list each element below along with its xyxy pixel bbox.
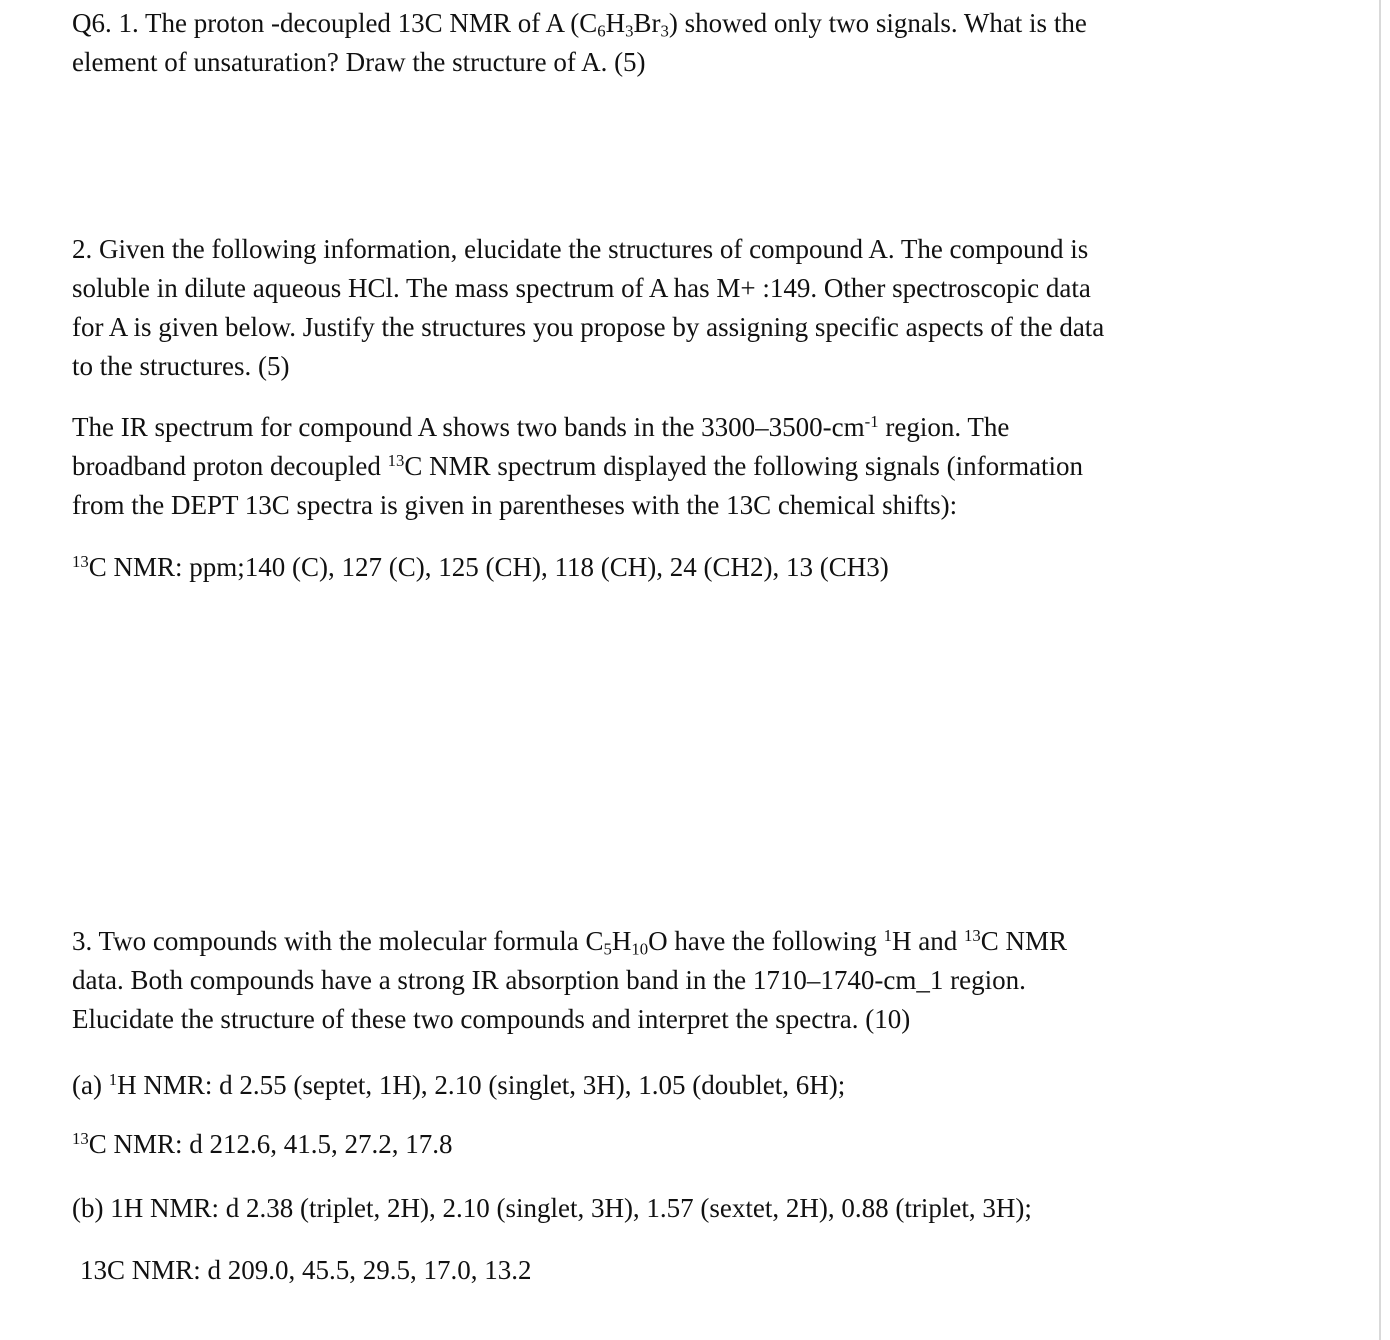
ir-superscript-13: 13 (387, 450, 405, 470)
question-2-line-4: to the structures. (5) (72, 351, 290, 381)
q3-subscript-c: 5 (603, 939, 612, 959)
q3-text-h: H (611, 926, 632, 956)
ir-text-b: region. The (878, 412, 1010, 442)
question-3-line-2: data. Both compounds have a strong IR absorption band in the 1710–1740-cm_1 region. (72, 965, 1026, 995)
q1-text-a: Q6. 1. The proton -decoupled 13C NMR of A (C (72, 8, 598, 38)
ir-text-d: C NMR spectrum displayed the following signals (information (404, 451, 1084, 481)
c13-data-text: C NMR: ppm;140 (C), 127 (C), 125 (CH), 118 (CH), 24 (CH2), 13 (CH3) (88, 552, 889, 582)
ir-superscript: -1 (864, 411, 879, 431)
compound-b-c-nmr (80, 1251, 1260, 1290)
compound-b-c-nmr-line: 13C NMR: d 209.0, 45.5, 29.5, 17.0, 13.2 (80, 1255, 532, 1285)
compound-a-c-nmr-text: C NMR: d 212.6, 41.5, 27.2, 17.8 (88, 1129, 453, 1159)
q3-text-a: 3. Two compounds with the molecular formula C (72, 926, 604, 956)
question-1 (72, 4, 1252, 82)
compound-a-c-nmr (72, 1125, 1252, 1164)
compound-a-h-nmr-text: H NMR: d 2.55 (septet, 1H), 2.10 (singlet, 3H), 1.05 (doublet, 6H); (117, 1070, 846, 1100)
question-1-line-2: element of unsaturation? Draw the structure of A. (5) (72, 47, 646, 77)
question-3-line-3: Elucidate the structure of these two compounds and interpret the spectra. (10) (72, 1004, 911, 1034)
compound-a-c-superscript: 13 (72, 1128, 89, 1148)
page-edge-divider (1379, 0, 1381, 1340)
q3-superscript-13: 13 (963, 925, 981, 945)
compound-b-h-nmr (72, 1189, 1252, 1228)
question-2-c13-data (72, 548, 1252, 587)
question-2-spectra-description (72, 408, 1252, 525)
q1-subscript-c: 6 (597, 21, 606, 41)
ir-text-c: broadband proton decoupled (72, 451, 388, 481)
c13-data-line (72, 548, 1252, 587)
compound-a-h-superscript: 1 (108, 1069, 118, 1089)
compound-a-label: (a) (72, 1070, 109, 1100)
q3-text-c: O have the following (648, 926, 884, 956)
q1-text-br: Br (633, 8, 661, 38)
ir-text-a: The IR spectrum for compound A shows two bands in the 3300–3500-cm (72, 412, 865, 442)
question-3 (72, 922, 1252, 1039)
c13-superscript: 13 (72, 551, 89, 571)
compound-a-h-nmr-line (72, 1066, 1252, 1105)
ir-line-3: from the DEPT 13C spectra is given in parentheses with the 13C chemical shifts): (72, 490, 958, 520)
compound-a-c-nmr-line (72, 1125, 1252, 1164)
q3-superscript-1: 1 (883, 925, 892, 945)
compound-a-h-nmr (72, 1066, 1252, 1105)
question-3-line-1 (72, 922, 1252, 961)
question-2-line-1: 2. Given the following information, elucidate the structures of compound A. The compound is (72, 234, 1089, 264)
q3-subscript-h: 10 (631, 939, 649, 959)
question-1-line-1 (72, 4, 1252, 43)
q1-subscript-br: 3 (660, 21, 669, 41)
q3-text-e: C NMR (980, 926, 1067, 956)
question-2 (72, 230, 1252, 386)
q3-text-d: H and (891, 926, 964, 956)
ir-line-1 (72, 408, 1252, 447)
question-2-line-3: for A is given below. Justify the structures you propose by assigning specific aspects of the data (72, 312, 1105, 342)
compound-b-h-nmr-line: (b) 1H NMR: d 2.38 (triplet, 2H), 2.10 (singlet, 3H), 1.57 (sextet, 2H), 0.88 (triplet, 3H); (72, 1193, 1032, 1223)
ir-line-2 (72, 447, 1252, 486)
q1-text-h: H (605, 8, 626, 38)
q1-subscript-h: 3 (625, 21, 634, 41)
question-2-line-2: soluble in dilute aqueous HCl. The mass spectrum of A has M+ :149. Other spectroscopic data (72, 273, 1091, 303)
q1-text-d: ) showed only two signals. What is the (668, 8, 1087, 38)
